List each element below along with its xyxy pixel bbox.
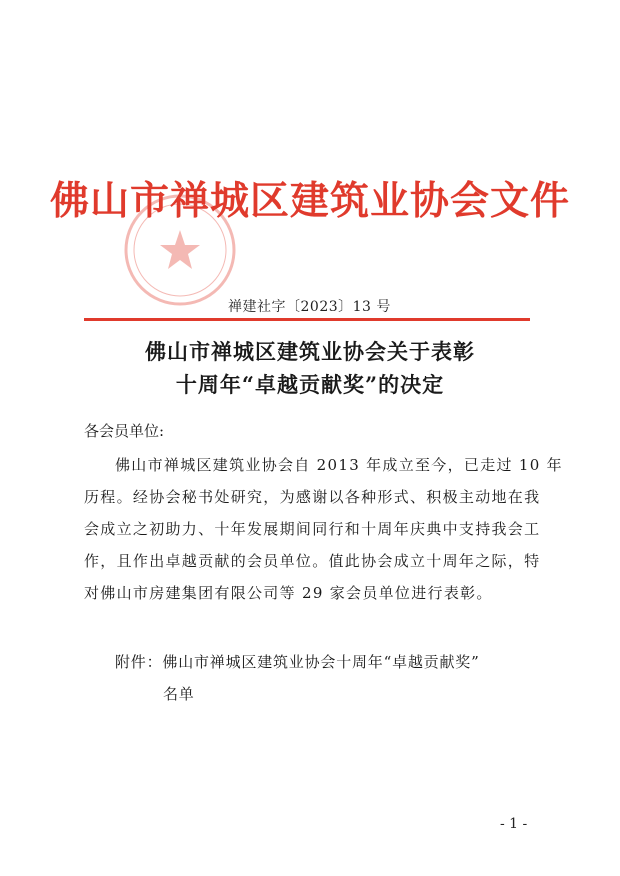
salutation: 各会员单位: — [84, 422, 165, 440]
body-paragraph-line: 会成立之初助力、十年发展期间同行和十周年庆典中支持我会工 — [84, 520, 541, 538]
body-paragraph-line: 作，且作出卓越贡献的会员单位。值此协会成立十周年之际，特 — [84, 552, 541, 570]
red-divider-line — [84, 318, 530, 321]
document-title-line-2: 十周年“卓越贡献奖”的决定 — [175, 372, 445, 397]
document-title-line-1: 佛山市禅城区建筑业协会关于表彰 — [145, 339, 475, 364]
body-paragraph-line: 佛山市禅城区建筑业协会自 2013 年成立至今，已走过 10 年 — [115, 456, 563, 474]
organization-document-header: 佛山市禅城区建筑业协会文件 — [49, 178, 570, 224]
body-paragraph-line: 对佛山市房建集团有限公司等 29 家会员单位进行表彰。 — [84, 584, 493, 602]
attachment-reference-continued: 名单 — [163, 685, 195, 703]
page-number: - 1 - — [500, 816, 528, 832]
attachment-reference: 附件：佛山市禅城区建筑业协会十周年“卓越贡献奖” — [115, 653, 480, 671]
body-paragraph-line: 历程。经协会秘书处研究，为感谢以各种形式、积极主动地在我 — [84, 488, 541, 506]
document-number: 禅建社字〔2023〕13 号 — [228, 299, 391, 315]
